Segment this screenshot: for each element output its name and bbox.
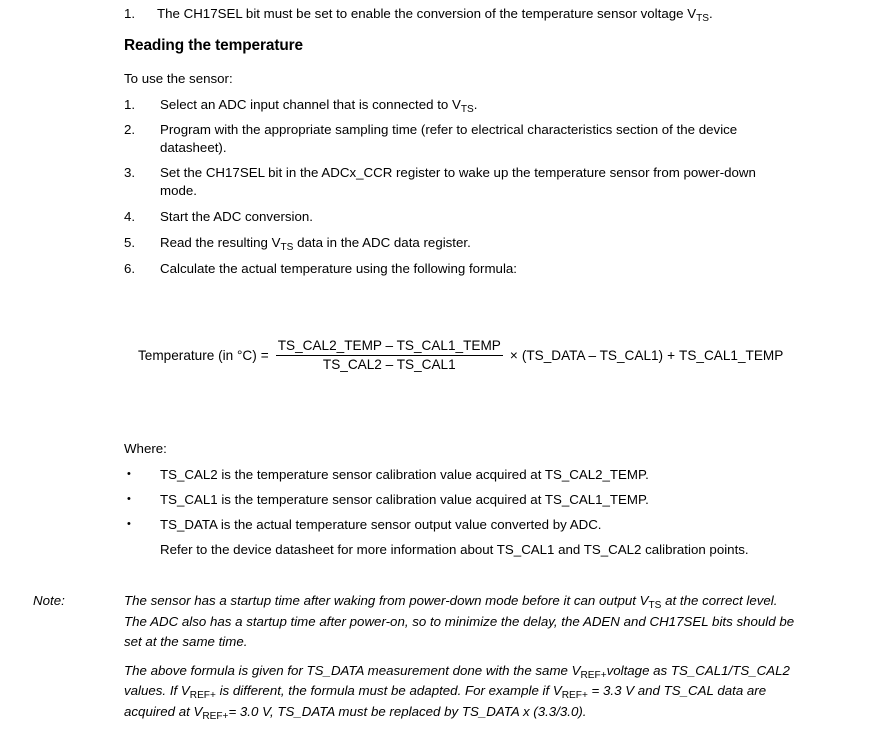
formula-plus-sign: +: [667, 348, 676, 363]
definition-item-2: [127, 491, 827, 509]
step-text: [160, 96, 844, 114]
step-text-before: Select an ADC input channel that is connected to V: [160, 97, 461, 112]
step-item-6: [124, 260, 724, 278]
step-text-after: data in the ADC data register.: [293, 235, 471, 250]
step-text: Calculate the actual temperature using the following formula:: [160, 261, 517, 276]
intro-note-text: [157, 5, 864, 23]
intro-note-subscript: TS: [696, 12, 709, 24]
intro-note-text-before: The CH17SEL bit must be set to enable the conversion of the temperature sensor voltage V: [157, 6, 697, 21]
intro-note-marker: 1.: [124, 6, 136, 21]
formula-fraction: [276, 338, 503, 373]
intro-note-item: [124, 5, 864, 23]
step-text-after: .: [473, 97, 478, 112]
step-item-4: [124, 208, 724, 226]
step-item-1: [124, 96, 844, 114]
note-p2-part1: The above formula is given for TS_DATA measurement done with the same V: [124, 662, 581, 678]
step-item-3: [124, 164, 784, 199]
formula-numerator: TS_CAL2_TEMP – TS_CAL1_TEMP: [276, 338, 503, 356]
note-p2-part3: is different, the formula must be adapted. For example if V: [215, 683, 562, 698]
definitions-footer-text: Refer to the device datasheet for more information about TS_CAL1 and TS_CAL2 calibration points.: [160, 542, 749, 557]
definition-text: TS_CAL2 is the temperature sensor calibration value acquired at TS_CAL2_TEMP.: [160, 467, 649, 482]
step-item-5: [124, 234, 724, 252]
formula-factor: (TS_DATA – TS_CAL1): [521, 348, 664, 363]
step-text: Set the CH17SEL bit in the ADCx_CCR register to wake up the temperature sensor from power-down mode.: [160, 165, 756, 198]
section-heading: Reading the temperature: [124, 37, 304, 54]
note-p2-sub3: REF+: [561, 689, 588, 701]
step-subscript: TS: [460, 103, 474, 115]
step-marker: 4.: [124, 209, 136, 224]
formula-addend: TS_CAL1_TEMP: [679, 348, 784, 363]
where-label: Where:: [124, 441, 167, 456]
note-p2-part5: = 3.0 V, TS_DATA must be replaced by TS_DATA x (3.3/3.0).: [228, 703, 587, 719]
note-p2-sub1: REF+: [580, 669, 607, 681]
note-paragraph-2: [124, 661, 796, 723]
step-text: Start the ADC conversion.: [160, 209, 313, 224]
step-text-before: Read the resulting V: [160, 235, 281, 250]
definition-text: TS_DATA is the actual temperature sensor output value converted by ADC.: [160, 517, 602, 532]
step-marker: 3.: [124, 165, 136, 180]
step-text: Program with the appropriate sampling time (refer to electrical characteristics section of the device datasheet).: [160, 122, 738, 155]
intro-note-text-after: .: [708, 6, 713, 21]
formula-left-hand-side: Temperature (in °C): [138, 348, 257, 363]
note-p2-part4: = 3.3 V and TS_CAL data are acquired at V: [124, 683, 767, 719]
lead-in-text: To use the sensor:: [124, 71, 233, 86]
step-marker: 5.: [124, 235, 136, 250]
step-text: [160, 234, 724, 252]
note-p1-part2: at the correct level. The ADC also has a startup time after power-on, so to minimize the delay, the ADEN and CH17SEL bits should be set at the same time.: [124, 593, 795, 649]
definition-text: TS_CAL1 is the temperature sensor calibration value acquired at TS_CAL1_TEMP.: [160, 492, 649, 507]
step-marker: 1.: [124, 97, 136, 112]
formula-multiply-sign: ×: [509, 348, 518, 363]
bullet-icon: •: [127, 493, 131, 505]
temperature-formula: [138, 338, 783, 373]
note-body: [124, 591, 796, 722]
bullet-icon: •: [127, 468, 131, 480]
formula-equals-sign: =: [260, 348, 269, 363]
definition-item-1: [127, 466, 827, 484]
note-p1-part1: The sensor has a startup time after waking from power-down mode before it can output V: [124, 593, 649, 608]
bullet-icon: •: [127, 518, 131, 530]
step-subscript: TS: [280, 241, 294, 253]
definition-item-3: [127, 516, 827, 534]
step-marker: 6.: [124, 261, 136, 276]
formula-denominator: TS_CAL2 – TS_CAL1: [322, 357, 456, 372]
note-label: Note:: [33, 593, 65, 608]
note-p2-sub2: REF+: [189, 689, 216, 701]
step-item-2: [124, 121, 796, 156]
step-marker: 2.: [124, 122, 136, 137]
note-p2-part2: voltage as TS_CAL1/TS_CAL2 values. If V: [124, 662, 790, 698]
note-p1-sub1: TS: [648, 599, 662, 611]
note-paragraph-1: [124, 591, 796, 653]
note-p2-sub4: REF+: [202, 710, 229, 722]
